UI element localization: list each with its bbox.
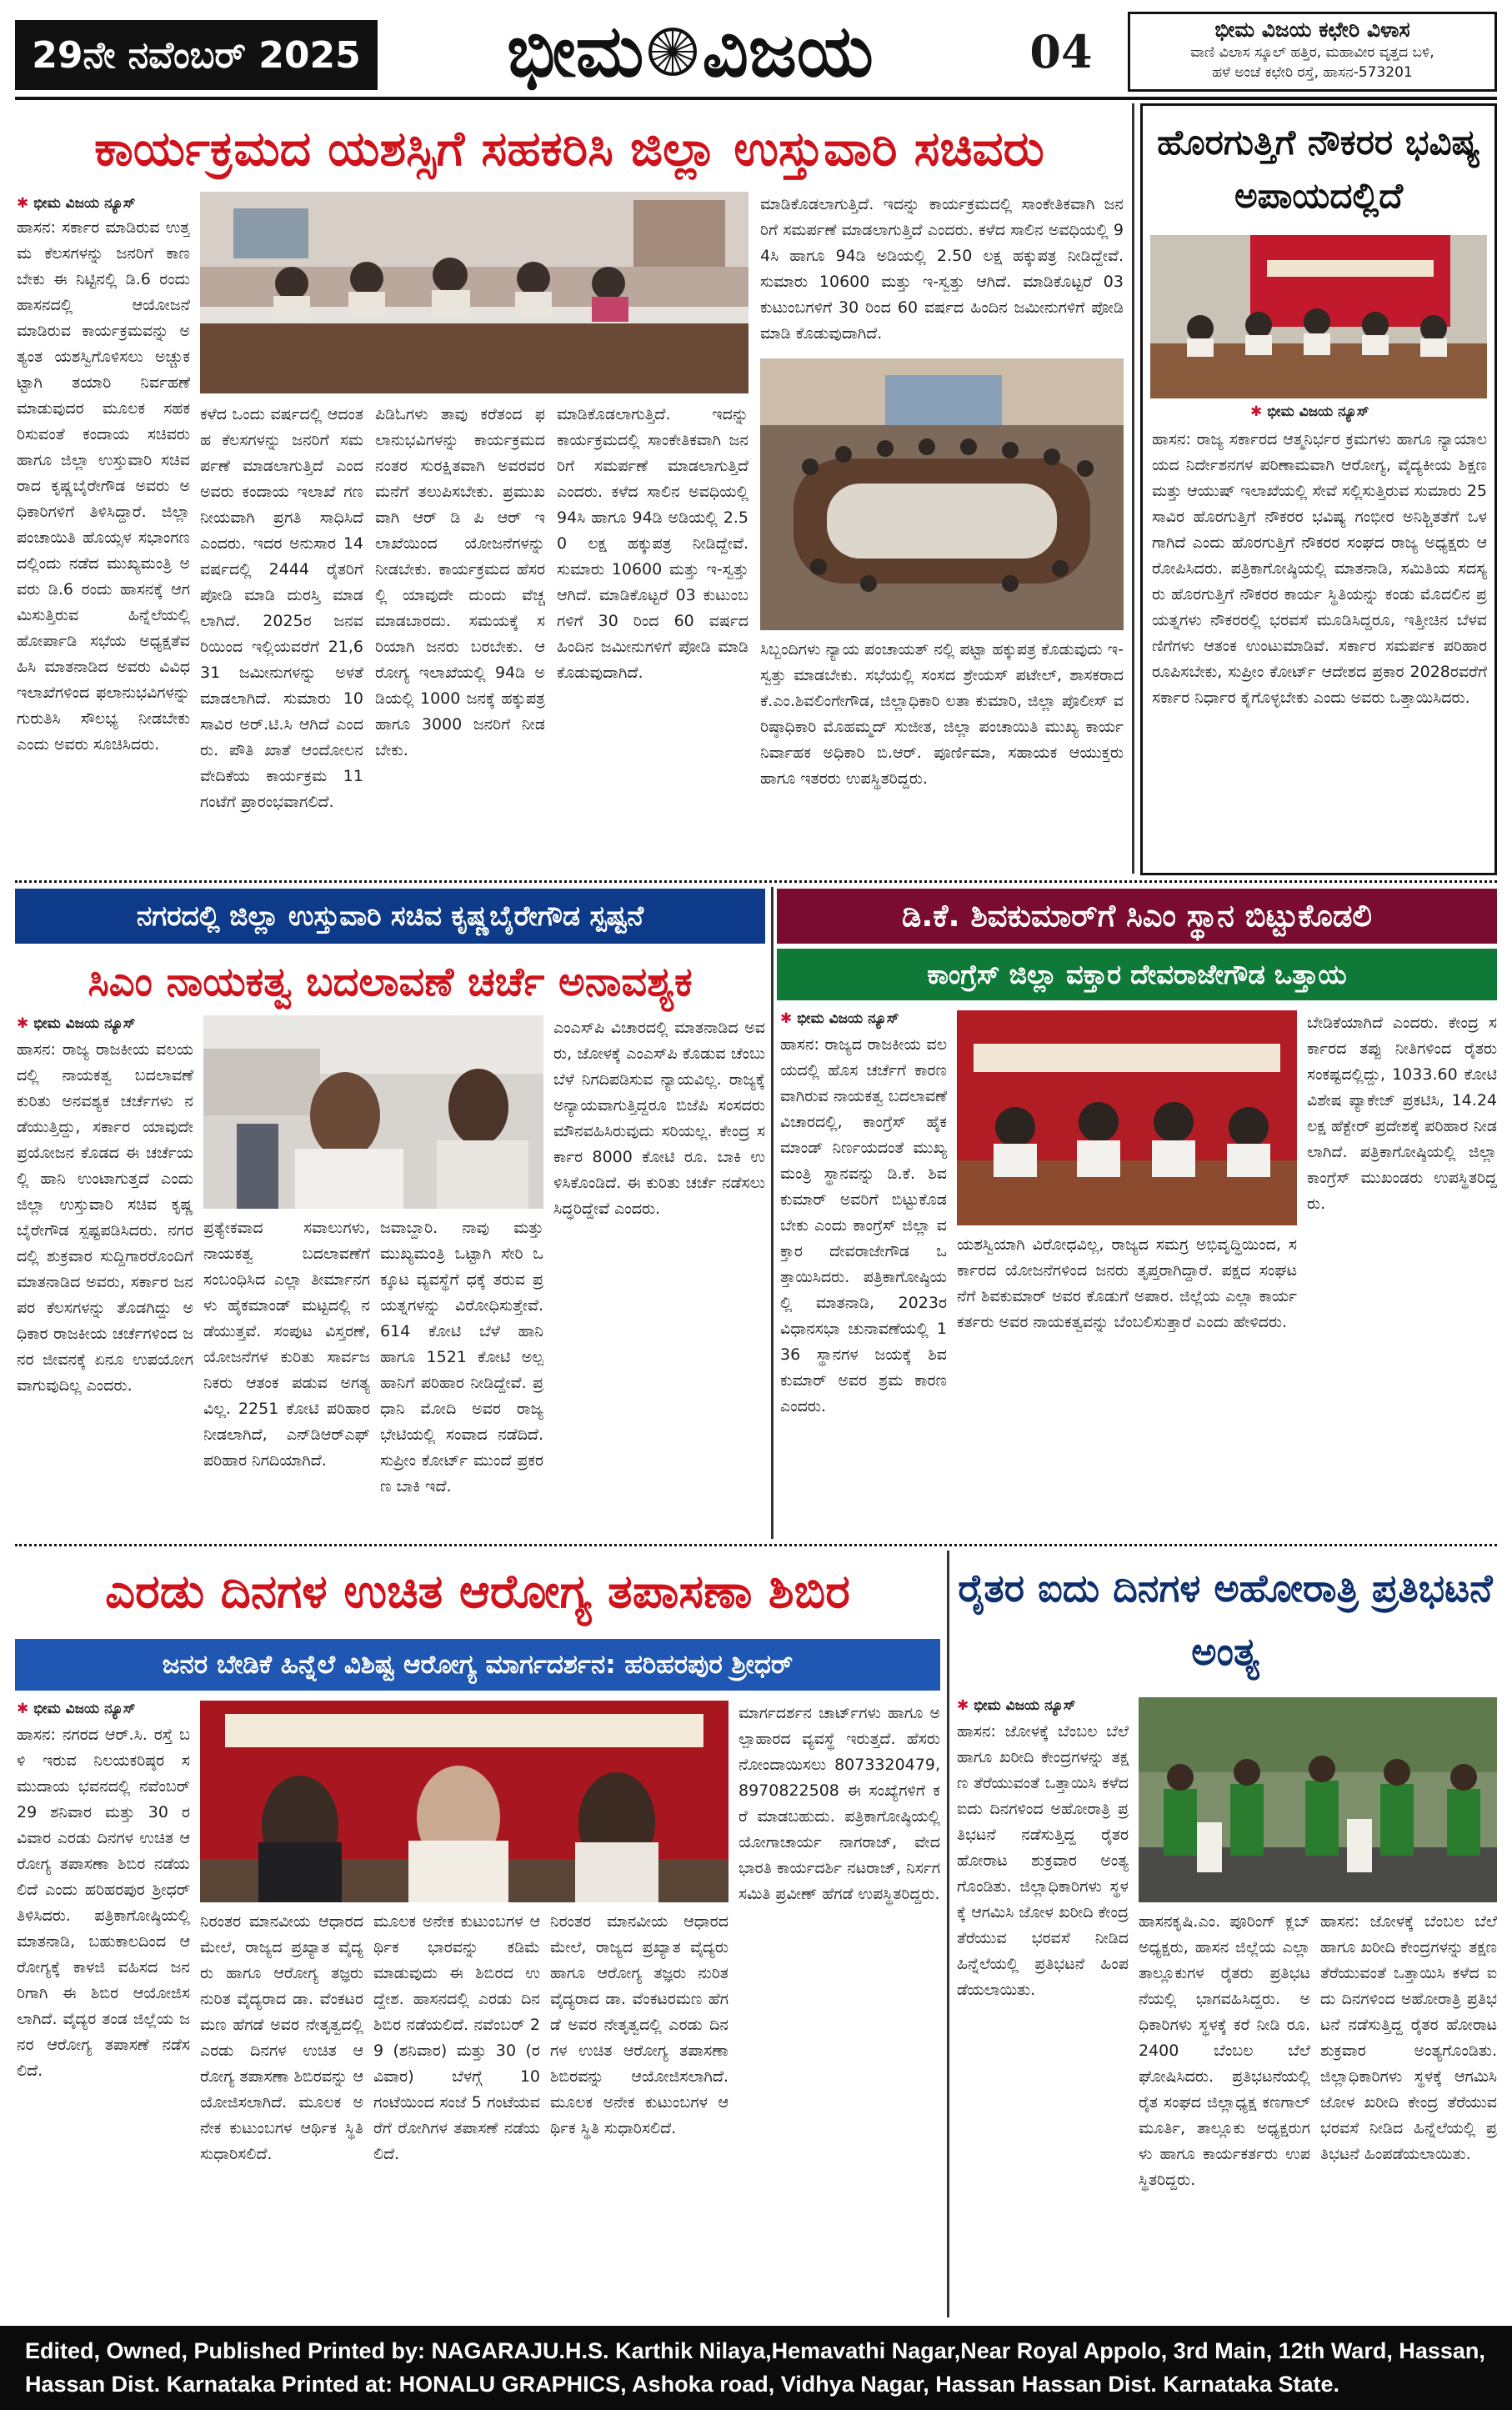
masthead (15, 8, 1497, 93)
masthead-rule (15, 97, 1497, 100)
article-1-photo-meeting (200, 192, 748, 393)
article-1-headline-wrap (15, 105, 1124, 192)
logo-text-right: ವಿಜಯ (702, 8, 874, 93)
article-4-col-1: ಹಾಸನ: ರಾಜ್ಯದ ರಾಜಕೀಯ ವಲಯದಲ್ಲಿ ಹೊಸ ಚರ್ಚೆಗೆ ಕಾರಣವಾಗಿರುವ ನಾಯಕತ್ವ ಬದಲಾವಣೆ ವಿಚಾರದಲ್ಲಿ, ಕಾಂಗ್ರೆಸ್ ಹೈಕಮಾಂಡ್ ನಿರ್ಣಯದಂತೆ ಮುಖ್ಯಮಂತ್ರಿ ಸ್ಥಾನವನ್ನು ಡಿ.ಕೆ. ಶಿವಕುಮಾರ್ ಅವರಿಗೆ ಬಿಟ್ಟುಕೊಡಬೇಕು ಎಂದು ಕಾಂಗ್ರೆಸ್ ಜಿಲ್ಲಾ ವಕ್ತಾರ ದೇವರಾಜೇಗೌಡ ಒತ್ತಾಯಿಸಿದರು. ಪತ್ರಿಕಾಗೋಷ್ಠಿಯಲ್ಲಿ ಮಾತನಾಡಿ, 2023ರ ವಿಧಾನಸಭಾ ಚುನಾವಣೆಯಲ್ಲಿ 136 ಸ್ಥಾನಗಳ ಜಯಕ್ಕೆ ಶಿವಕುಮಾರ್ ಅವರ ಶ್ರಮ ಕಾರಣ ಎಂದರು. (780, 1035, 947, 1415)
page-number: 04 (1029, 25, 1093, 78)
star-icon: ✱ (17, 1701, 29, 1717)
article-5-col-1: ಹಾಸನ: ನಗರದ ಆರ್.ಸಿ. ರಸ್ತೆ ಬಳಿ ಇರುವ ನಿಲಯಕರಿಷ್ಠರ ಸಮುದಾಯ ಭವನದಲ್ಲಿ ನವೆಂಬರ್ 29 ಶನಿವಾರ ಮತ್ತು 30 ರವಿವಾರ ಎರಡು ದಿನಗಳ ಉಚಿತ ಆರೋಗ್ಯ ತಪಾಸಣಾ ಶಿಬಿರ ನಡೆಯಲಿದೆ ಎಂದು ಹರಿಹರಪುರ ಶ್ರೀಧರ್ ತಿಳಿಸಿದರು. ಪತ್ರಿಕಾಗೋಷ್ಠಿಯಲ್ಲಿ ಮಾತನಾಡಿ, ಬಹುಕಾಲದಿಂದ ಆರೋಗ್ಯಕ್ಕೆ ಕಾಳಜಿ ವಹಿಸದ ಜನರಿಗಾಗಿ ಈ ಶಿಬಿರ ಆಯೋಜಿಸಲಾಗಿದೆ. ವೈದ್ಯರ ತಂಡ ಜಿಲ್ಲೆಯ ಜನರ ಆರೋಗ್ಯ ತಪಾಸಣೆ ನಡೆಸಲಿದೆ. (17, 1726, 190, 2080)
article-3-headline-band: ನಗರದಲ್ಲಿ ಜಿಲ್ಲಾ ಉಸ್ತುವಾರಿ ಸಚಿವ ಕೃಷ್ಣಬೈರೇಗೌಡ ಸ್ಪಷ್ಟನೆ (15, 889, 765, 944)
article-6-col-2: ಹಾಸನಕೃಷಿ.ಎಂ. ಪೂರಿಂಗ್ ಕ್ಲಬ್ ಅಧ್ಯಕ್ಷರು, ಹಾಸನ ಜಿಲ್ಲೆಯ ಎಲ್ಲಾ ತಾಲ್ಲೂಕುಗಳ ರೈತರು ಪ್ರತಿಭಟನೆಯಲ್ಲಿ ಭಾಗವಹಿಸಿದ್ದರು. ಅಧಿಕಾರಿಗಳು ಸ್ಥಳಕ್ಕೆ ಕರೆ ನೀಡಿ ರೂ.2400 ಬೆಂಬಲ ಬೆಲೆ ಘೋಷಿಸಿದರು. ಪ್ರತಿಭಟನೆಯಲ್ಲಿ ರೈತ ಸಂಘದ ಜಿಲ್ಲಾಧ್ಯಕ್ಷ ಕಣಗಾಲ್ ಮೂರ್ತಿ, ತಾಲ್ಲೂಕು ಅಧ್ಯಕ್ಷರುಗಳು ಹಾಗೂ ಕಾರ್ಯಕರ್ತರು ಉಪಸ್ಥಿತರಿದ್ದರು. (1139, 1912, 1310, 2189)
star-icon: ✱ (1250, 403, 1263, 420)
article-1-col-1: ಹಾಸನ: ಸರ್ಕಾರ ಮಾಡಿರುವ ಉತ್ತಮ ಕೆಲಸಗಳನ್ನು ಜನರಿಗೆ ಕಾಣಬೇಕು ಈ ನಿಟ್ಟಿನಲ್ಲಿ ಡಿ.6 ರಂದು ಹಾಸನದಲ್ಲಿ ಆಯೋಜನೆ ಮಾಡಿರುವ ಕಾರ್ಯಕ್ರಮವನ್ನು ಅತ್ಯಂತ ಯಶಸ್ವಿಗೊಳಿಸಲು ಅಚ್ಚುಕಟ್ಟಾಗಿ ತಯಾರಿ ನಿರ್ವಹಣೆ ಮಾಡುವುದರ ಮೂಲಕ ಸಹಕರಿಸುವಂತೆ ಕಂದಾಯ ಸಚಿವರು ಹಾಗೂ ಜಿಲ್ಲಾ ಉಸ್ತುವಾರಿ ಸಚಿವರಾದ ಕೃಷ್ಣಬೈರೇಗೌಡ ಅವರು ಅಧಿಕಾರಿಗಳಿಗೆ ತಿಳಿಸಿದ್ದಾರೆ. ಜಿಲ್ಲಾ ಪಂಚಾಯಿತಿ ಹೊಯ್ಸಳ ಸಭಾಂಗಣದಲ್ಲಿಂದು ನಡೆದ ಮುಖ್ಯಮಂತ್ರಿ ಅವರು ಡಿ.6 ರಂದು ಹಾಸನಕ್ಕೆ ಆಗಮಿಸುತ್ತಿರುವ ಹಿನ್ನೆಲೆಯಲ್ಲಿ ಹೋರ್ಪಾಡಿ ಸಭೆಯ ಅಧ್ಯಕ್ಷತೆವಹಿಸಿ ಮಾತನಾಡಿದ ಅವರು ವಿವಿಧ ಇಲಾಖೆಗಳಿಂದ ಫಲಾನುಭವಿಗಳನ್ನು ಗುರುತಿಸಿ ಸೌಲಭ್ಯ ನೀಡಬೇಕು ಎಂದು ಅವರು ಸೂಚಿಸಿದರು. (17, 218, 190, 754)
article-5-headline-band: ಜನರ ಬೇಡಿಕೆ ಹಿನ್ನೆಲೆ ವಿಶಿಷ್ಟ ಆರೋಗ್ಯ ಮಾರ್ಗದರ್ಶನ: ಹರಿಹರಪುರ ಶ್ರೀಧರ್ (15, 1639, 940, 1691)
article-1-col-4: ಮಾಡಿಕೊಡಲಾಗುತ್ತಿದೆ. ಇದನ್ನು ಕಾರ್ಯಕ್ರಮದಲ್ಲಿ ಸಾಂಕೇತಿಕವಾಗಿ ಜನರಿಗೆ ಸಮರ್ಪಣೆ ಮಾಡಲಾಗುತ್ತಿದೆ ಎಂದರು. ಕಳೆದ ಸಾಲಿನ ಅವಧಿಯಲ್ಲಿ 94ಸಿ ಹಾಗೂ 94ಡಿ ಅಡಿಯಲ್ಲಿ 2.50 ಲಕ್ಷ ಹಕ್ಕುಪತ್ರ ನೀಡಿದ್ದೇವೆ. ಸುಮಾರು 10600 ಮತ್ತು ಇ-ಸ್ವತ್ತು ಆಗಿದೆ. ಮಾಡಿಕೊಟ್ಟರೆ 03 ಕುಟುಂಬಗಳಿಗೆ 30 ರಿಂದ 60 ವರ್ಷದ ಹಿಂದಿನ ಜಮೀನುಗಳಿಗೆ ಪೋಡಿ ಮಾಡಿ ಕೊಡುವುದಾಗಿದೆ. (557, 405, 748, 682)
article-1-headline: ಕಾರ್ಯಕ್ರಮದ ಯಶಸ್ಸಿಗೆ ಸಹಕರಿಸಿ ಜಿಲ್ಲಾ ಉಸ್ತುವಾರಿ ಸಚಿವರು (94, 119, 1044, 177)
article-1-byline: ✱ ಭೀಮ ವಿಜಯ ನ್ಯೂಸ್ (17, 195, 136, 212)
column-divider (771, 887, 774, 1539)
article-4-col-3: ಬೇಡಿಕೆಯಾಗಿದೆ ಎಂದರು. ಕೇಂದ್ರ ಸರ್ಕಾರದ ತಪ್ಪು ನೀತಿಗಳಿಂದ ರೈತರು ಸಂಕಷ್ಟದಲ್ಲಿದ್ದು, 1033.60 ಕೋಟಿ ವಿಶೇಷ ಪ್ಯಾಕೇಜ್ ಪ್ರಕಟಿಸಿ, 14.24 ಲಕ್ಷ ಹೆಕ್ಟೇರ್ ಪ್ರದೇಶಕ್ಕೆ ಪರಿಹಾರ ನೀಡಲಾಗಿದೆ. ಪತ್ರಿಕಾಗೋಷ್ಠಿಯಲ್ಲಿ ಜಿಲ್ಲಾ ಕಾಂಗ್ರೆಸ್ ಮುಖಂಡರು ಉಪಸ್ಥಿತರಿದ್ದರು. (1307, 1014, 1497, 1213)
issue-date: 29ನೇ ನವೆಂಬರ್ 2025 (15, 20, 378, 90)
newspaper-logo (386, 8, 994, 93)
article-1-col-2: ಕಳೆದ ಒಂದು ವರ್ಷದಲ್ಲಿ ಆದಂತಹ ಕೆಲಸಗಳನ್ನು ಜನರಿಗೆ ಸಮರ್ಪಣೆ ಮಾಡಲಾಗುತ್ತಿದೆ ಎಂದ ಅವರು ಕಂದಾಯ ಇಲಾಖೆ ಗಣನೀಯವಾಗಿ ಪ್ರಗತಿ ಸಾಧಿಸಿದೆ ಎಂದರು. ಇದರ ಅನುಸಾರ 14 ವರ್ಷದಲ್ಲಿ 2444 ರೈತರಿಗೆ ಪೋಡಿ ಮಾಡಿ ದುರಸ್ತಿ ಮಾಡಲಾಗಿದೆ. 2025ರ ಜನವರಿಯಿಂದ ಇಲ್ಲಿಯವರೆಗೆ 21,631 ಜಮೀನುಗಳನ್ನು ಅಳತೆ ಮಾಡಲಾಗಿದೆ. ಸುಮಾರು 10 ಸಾವಿರ ಅರ್.ಟಿ.ಸಿ ಆಗಿದೆ ಎಂದರು. ಪೌತಿ ಖಾತೆ ಆಂದೋಲನ ವೇದಿಕೆಯ ಕಾರ್ಯಕ್ರಮ 11 ಗಂಟೆಗೆ ಪ್ರಾರಂಭವಾಗಲಿದೆ. (200, 405, 363, 811)
office-title: ಭೀಮ ವಿಜಯ ಕಛೇರಿ ವಿಳಾಸ (1214, 18, 1410, 42)
imprint-footer (0, 2326, 1512, 2410)
article-4-headline-band: ಡಿ.ಕೆ. ಶಿವಕುಮಾರ್‌ಗೆ ಸಿಎಂ ಸ್ಥಾನ ಬಿಟ್ಟುಕೊಡಲಿ (777, 889, 1497, 944)
article-2-body: ಹಾಸನ: ರಾಜ್ಯ ಸರ್ಕಾರದ ಆತ್ಮನಿರ್ಭರ ಕ್ರಮಗಳು ಹಾಗೂ ನ್ಯಾಯಾಲಯದ ನಿರ್ದೇಶನಗಳ ಪರಿಣಾಮವಾಗಿ ಆರೋಗ್ಯ, ವೈದ್ಯಕೀಯ ಶಿಕ್ಷಣ ಮತ್ತು ಆಯುಷ್ ಇಲಾಖೆಯಲ್ಲಿ ಸೇವೆ ಸಲ್ಲಿಸುತ್ತಿರುವ ಸುಮಾರು 25 ಸಾವಿರ ಹೊರಗುತ್ತಿಗೆ ನೌಕರರ ಭವಿಷ್ಯ ಗಂಭೀರ ಅನಿಶ್ಚಿತತೆಗೆ ಒಳಗಾಗಿದೆ ಎಂದು ಹೊರಗುತ್ತಿಗೆ ನೌಕರರ ಸಂಘದ ರಾಜ್ಯ ಅಧ್ಯಕ್ಷರು ಆರೋಪಿಸಿದರು. ಪತ್ರಿಕಾಗೋಷ್ಠಿಯಲ್ಲಿ ಮಾತನಾಡಿ, ಸಮಿತಿಯ ಸದಸ್ಯರು ಹೊರಗುತ್ತಿಗೆ ನೌಕರರ ಕಾರ್ಯ ಸ್ಥಿತಿಯನ್ನು ಕಂಡು ಮೊದಲಿನ ಪ್ರಯತ್ನಗಳು ನೌಕರರಲ್ಲಿ ಭರವಸೆ ಮೂಡಿಸಿದ್ದರೂ, ಇತ್ತೀಚಿನ ಬೆಳವಣಿಗೆಗಳು ಆತಂಕ ಉಂಟುಮಾಡಿವೆ. ಸರ್ಕಾರ ಸಮರ್ಪಕ ಪರಿಹಾರ ರೂಪಿಸಬೇಕು, ಸುಪ್ರೀಂ ಕೋರ್ಟ್ ಆದೇಶದ ಪ್ರಕಾರ 2028ರವರೆಗೆ ಸರ್ಕಾರ ನಿರ್ಧಾರ ಕೈಗೊಳ್ಳಬೇಕು ಎಂದು ಅವರು ಒತ್ತಾಯಿಸಿದರು. (1152, 430, 1487, 707)
article-4-subheadline: ಕಾಂಗ್ರೆಸ್ ಜಿಲ್ಲಾ ವಕ್ತಾರ ದೇವರಾಜೇಗೌಡ ಒತ್ತಾಯ (777, 949, 1497, 1000)
article-5-photo-pressmeet (200, 1701, 728, 1902)
ashoka-wheel-icon (647, 26, 698, 78)
section-divider (15, 1544, 1497, 1546)
office-address-line-2: ಹಳೆ ಅಂಚೆ ಕಛೇರಿ ರಸ್ತೆ, ಹಾಸನ-573201 (1212, 64, 1413, 81)
article-5-col-3b: ನಿರಂತರ ಮಾನವೀಯ ಆಧಾರದ ಮೇಲೆ, ರಾಜ್ಯದ ಪ್ರಖ್ಯಾತ ವೈದ್ಯರು ಹಾಗೂ ಆರೋಗ್ಯ ತಜ್ಞರು ನುರಿತ ವೈದ್ಯರಾದ ಡಾ. ವೆಂಕಟರಮಣ ಹೆಗಡೆ ಅವರ ನೇತೃತ್ವದಲ್ಲಿ ಎರಡು ದಿನಗಳ ಉಚಿತ ಆರೋಗ್ಯ ತಪಾಸಣಾ ಶಿಬಿರವನ್ನು ಆಯೋಜಿಸಲಾಗಿದೆ. ಮೂಲಕ ಅನೇಕ ಕುಟುಂಬಗಳ ಆರ್ಥಿಕ ಸ್ಥಿತಿ ಸುಧಾರಿಸಲಿದೆ. (550, 1912, 728, 2137)
imprint-line-2: Hassan Dist. Karnataka Printed at: HONALU GRAPHICS, Ashoka road, Vidhya Nagar, Hassan Hassan Dist. Karnataka State. (25, 2372, 1340, 2397)
star-icon: ✱ (17, 195, 29, 212)
office-address-box (1128, 12, 1497, 92)
article-6-photo-protest (1139, 1697, 1497, 1902)
article-2-headline-wrap (1147, 108, 1490, 230)
star-icon: ✱ (17, 1015, 29, 1032)
article-5-col-3: ಮೂಲಕ ಅನೇಕ ಕುಟುಂಬಗಳ ಆರ್ಥಿಕ ಭಾರವನ್ನು ಕಡಿಮೆ ಮಾಡುವುದು ಈ ಶಿಬಿರದ ಉದ್ದೇಶ. ಹಾಸನದಲ್ಲಿ ಎರಡು ದಿನ ಶಿಬಿರ ನಡೆಯಲಿದೆ. ನವೆಂಬರ್ 29 (ಶನಿವಾರ) ಮತ್ತು 30 (ರವಿವಾರ) ಬೆಳಗ್ಗೆ 10 ಗಂಟೆಯಿಂದ ಸಂಜೆ 5 ಗಂಟೆಯವರೆಗೆ ರೋಗಿಗಳ ತಪಾಸಣೆ ನಡೆಯಲಿದೆ. (373, 1912, 540, 2163)
article-3-col-3: ಜವಾಬ್ದಾರಿ. ನಾವು ಮತ್ತು ಮುಖ್ಯಮಂತ್ರಿ ಒಟ್ಟಾಗಿ ಸೇರಿ ಒಕ್ಕೂಟ ವ್ಯವಸ್ಥೆಗೆ ಧಕ್ಕೆ ತರುವ ಪ್ರಯತ್ನಗಳನ್ನು ವಿರೋಧಿಸುತ್ತೇವೆ. 614 ಕೋಟಿ ಬೆಳೆ ಹಾನಿ ಹಾಗೂ 1521 ಕೋಟಿ ಅಲ್ಪ ಹಾನಿಗೆ ಪರಿಹಾರ ನೀಡಿದ್ದೇವೆ. ಪ್ರಧಾನಿ ಮೋದಿ ಅವರ ರಾಜ್ಯ ಭೇಟಿಯಲ್ಲಿ ಸಂವಾದ ನಡೆದಿದೆ. ಸುಪ್ರೀಂ ಕೋರ್ಟ್ ಮುಂದೆ ಪ್ರಕರಣ ಬಾಕಿ ಇದೆ. (380, 1219, 543, 1496)
article-1-col-5: ಸಿಬ್ಬಂದಿಗಳು ನ್ಯಾಯ ಪಂಚಾಯತ್ ನಲ್ಲಿ ಪಟ್ಟಾ ಹಕ್ಕುಪತ್ರ ಕೊಡುವುದು ಇ-ಸ್ವತ್ತು ಮಾಡಬೇಕು. ಸಭೆಯಲ್ಲಿ ಸಂಸದ ಶ್ರೇಯಸ್ ಪಟೇಲ್, ಶಾಸಕರಾದ ಕೆ.ಎಂ.ಶಿವಲಿಂಗೇಗೌಡ, ಜಿಲ್ಲಾಧಿಕಾರಿ ಲತಾ ಕುಮಾರಿ, ಜಿಲ್ಲಾ ಪೊಲೀಸ್ ವರಿಷ್ಠಾಧಿಕಾರಿ ಮೊಹಮ್ಮದ್ ಸುಜೀತ, ಜಿಲ್ಲಾ ಪಂಚಾಯಿತಿ ಮುಖ್ಯ ಕಾರ್ಯನಿರ್ವಾಹಕ ಅಧಿಕಾರಿ ಬಿ.ಆರ್. ಪೂರ್ಣಿಮಾ, ಸಹಾಯಕ ಆಯುಕ್ತರು ಹಾಗೂ ಇತರರು ಉಪಸ್ಥಿತರಿದ್ದರು. (760, 640, 1124, 788)
article-5-headline-wrap (15, 1551, 940, 1634)
article-3-photo-minister (203, 1015, 543, 1209)
article-3-col-4: ಎಂಎಸ್‌ಪಿ ವಿಚಾರದಲ್ಲಿ ಮಾತನಾಡಿದ ಅವರು, ಜೋಳಕ್ಕೆ ಎಂಎಸ್‌ಪಿ ಕೊಡುವ ಚೆಂಬು ಬೆಳೆ ನಿಗದಿಪಡಿಸುವ ನ್ಯಾಯವಿಲ್ಲ. ರಾಜ್ಯಕ್ಕೆ ಅನ್ಯಾಯವಾಗುತ್ತಿದ್ದರೂ ಬಿಜೆಪಿ ಸಂಸದರು ಮೌನವಹಿಸಿರುವುದು ಸರಿಯಲ್ಲ. ಕೇಂದ್ರ ಸರ್ಕಾರ 8000 ಕೋಟಿ ರೂ. ಬಾಕಿ ಉಳಿಸಿಕೊಂಡಿದೆ. ಈ ಕುರಿತು ಚರ್ಚೆ ನಡೆಸಲು ಸಿದ್ಧರಿದ್ದೇವೆ ಎಂದರು. (553, 1019, 765, 1218)
article-6-headline-wrap (954, 1552, 1497, 1687)
article-1-col-4b: ಮಾಡಿಕೊಡಲಾಗುತ್ತಿದೆ. ಇದನ್ನು ಕಾರ್ಯಕ್ರಮದಲ್ಲಿ ಸಾಂಕೇತಿಕವಾಗಿ ಜನರಿಗೆ ಸಮರ್ಪಣೆ ಮಾಡಲಾಗುತ್ತಿದೆ ಎಂದರು. ಕಳೆದ ಸಾಲಿನ ಅವಧಿಯಲ್ಲಿ 94ಸಿ ಹಾಗೂ 94ಡಿ ಅಡಿಯಲ್ಲಿ 2.50 ಲಕ್ಷ ಹಕ್ಕುಪತ್ರ ನೀಡಿದ್ದೇವೆ. ಸುಮಾರು 10600 ಮತ್ತು ಇ-ಸ್ವತ್ತು ಆಗಿದೆ. ಮಾಡಿಕೊಟ್ಟರೆ 03 ಕುಟುಂಬಗಳಿಗೆ 30 ರಿಂದ 60 ವರ್ಷದ ಹಿಂದಿನ ಜಮೀನುಗಳಿಗೆ ಪೋಡಿ ಮಾಡಿ ಕೊಡುವುದಾಗಿದೆ. (760, 195, 1124, 343)
article-3-headline: ಸಿಎಂ ನಾಯಕತ್ವ ಬದಲಾವಣೆ ಚರ್ಚೆ ಅನಾವಶ್ಯಕ (88, 958, 693, 1005)
article-2-photo (1150, 235, 1487, 398)
star-icon: ✱ (957, 1697, 969, 1714)
article-4-byline: ✱ ಭೀಮ ವಿಜಯ ನ್ಯೂಸ್ (780, 1010, 899, 1027)
article-5-headline: ಎರಡು ದಿನಗಳ ಉಚಿತ ಆರೋಗ್ಯ ತಪಾಸಣಾ ಶಿಬಿರ (105, 1565, 850, 1619)
article-6-col-3: ಹಾಸನ: ಜೋಳಕ್ಕೆ ಬೆಂಬಲ ಬೆಲೆ ಹಾಗೂ ಖರೀದಿ ಕೇಂದ್ರಗಳನ್ನು ತಕ್ಷಣ ತೆರೆಯುವಂತೆ ಒತ್ತಾಯಿಸಿ ಕಳೆದ ಐದು ದಿನಗಳಿಂದ ಅಹೋರಾತ್ರಿ ಪ್ರತಿಭಟನೆ ನಡೆಸುತ್ತಿದ್ದ ರೈತರ ಹೋರಾಟ ಶುಕ್ರವಾರ ಅಂತ್ಯಗೊಂಡಿತು. ಜಿಲ್ಲಾಧಿಕಾರಿಗಳು ಸ್ಥಳಕ್ಕೆ ಆಗಮಿಸಿ ಜೋಳ ಖರೀದಿ ಕೇಂದ್ರ ತೆರೆಯುವ ಭರವಸೆ ನೀಡಿದ ಹಿನ್ನೆಲೆಯಲ್ಲಿ ಪ್ರತಿಭಟನೆ ಹಿಂಪಡೆಯಲಾಯಿತು. (1320, 1912, 1497, 2163)
article-2-byline: ✱ ಭೀಮ ವಿಜಯ ನ್ಯೂಸ್ (1250, 403, 1369, 420)
article-1-photo-hall (760, 358, 1124, 630)
article-6-headline: ರೈತರ ಐದು ದಿನಗಳ ಅಹೋರಾತ್ರಿ ಪ್ರತಿಭಟನೆ ಅಂತ್ಯ (958, 1566, 1493, 1674)
article-5-byline: ✱ ಭೀಮ ವಿಜಯ ನ್ಯೂಸ್ (17, 1701, 136, 1717)
star-icon: ✱ (780, 1010, 793, 1027)
article-1-col-3: ಪಿಡಿಓಗಳು ತಾವು ಕರೆತಂದ ಫಲಾನುಭವಿಗಳನ್ನು ಕಾರ್ಯಕ್ರಮದ ನಂತರ ಸುರಕ್ಷಿತವಾಗಿ ಅವರವರ ಮನೆಗೆ ತಲುಪಿಸಬೇಕು. ಪ್ರಮುಖವಾಗಿ ಆರ್ ಡಿ ಪಿ ಆರ್ ಇಲಾಖೆಯಿಂದ ಯೋಜನೆಗಳನ್ನು ನೀಡಬೇಕು. ಕಾರ್ಯಕ್ರಮದ ಹೆಸರಲ್ಲಿ ಯಾವುದೇ ದುಂದು ವೆಚ್ಚ ಮಾಡಬಾರದು. ಸಮಯಕ್ಕೆ ಸರಿಯಾಗಿ ಜನರು ಬರಬೇಕು. ಆರೋಗ್ಯ ಇಲಾಖೆಯಲ್ಲಿ 94ಡಿ ಅಡಿಯಲ್ಲಿ 1000 ಜನಕ್ಕೆ ಹಕ್ಕುಪತ್ರ ಹಾಗೂ 3000 ಜನರಿಗೆ ನೀಡಬೇಕು. (375, 405, 545, 759)
article-5-col-2: ನಿರಂತರ ಮಾನವೀಯ ಆಧಾರದ ಮೇಲೆ, ರಾಜ್ಯದ ಪ್ರಖ್ಯಾತ ವೈದ್ಯರು ಹಾಗೂ ಆರೋಗ್ಯ ತಜ್ಞರು ನುರಿತ ವೈದ್ಯರಾದ ಡಾ. ವೆಂಕಟರಮಣ ಹೆಗಡೆ ಅವರ ನೇತೃತ್ವದಲ್ಲಿ ಎರಡು ದಿನಗಳ ಉಚಿತ ಆರೋಗ್ಯ ತಪಾಸಣಾ ಶಿಬಿರವನ್ನು ಆಯೋಜಿಸಲಾಗಿದೆ. ಮೂಲಕ ಅನೇಕ ಕುಟುಂಬಗಳ ಆರ್ಥಿಕ ಸ್ಥಿತಿ ಸುಧಾರಿಸಲಿದೆ. (200, 1912, 363, 2163)
column-divider (1132, 103, 1134, 874)
article-6-col-1: ಹಾಸನ: ಜೋಳಕ್ಕೆ ಬೆಂಬಲ ಬೆಲೆ ಹಾಗೂ ಖರೀದಿ ಕೇಂದ್ರಗಳನ್ನು ತಕ್ಷಣ ತೆರೆಯುವಂತೆ ಒತ್ತಾಯಿಸಿ ಕಳೆದ ಐದು ದಿನಗಳಿಂದ ಅಹೋರಾತ್ರಿ ಪ್ರತಿಭಟನೆ ನಡೆಸುತ್ತಿದ್ದ ರೈತರ ಹೋರಾಟ ಶುಕ್ರವಾರ ಅಂತ್ಯಗೊಂಡಿತು. ಜಿಲ್ಲಾಧಿಕಾರಿಗಳು ಸ್ಥಳಕ್ಕೆ ಆಗಮಿಸಿ ಜೋಳ ಖರೀದಿ ಕೇಂದ್ರ ತೆರೆಯುವ ಭರವಸೆ ನೀಡಿದ ಹಿನ್ನೆಲೆಯಲ್ಲಿ ಪ್ರತಿಭಟನೆ ಹಿಂಪಡೆಯಲಾಯಿತು. (957, 1722, 1129, 1999)
column-divider (947, 1551, 949, 2317)
article-3-headline-wrap (15, 949, 765, 1015)
section-divider (15, 880, 1497, 883)
article-6-byline: ✱ ಭೀಮ ವಿಜಯ ನ್ಯೂಸ್ (957, 1697, 1076, 1714)
article-4-photo-pressmeet (957, 1010, 1297, 1225)
logo-text-left: ಭೀಮ (507, 8, 644, 93)
article-4-col-2: ಯಶಸ್ವಿಯಾಗಿ ವಿರೋಧವಿಲ್ಲ, ರಾಜ್ಯದ ಸಮಗ್ರ ಅಭಿವೃದ್ಧಿಯಿಂದ, ಸರ್ಕಾರದ ಯೋಜನೆಗಳಿಂದ ಜನರು ತೃಪ್ತರಾಗಿದ್ದಾರೆ. ಪಕ್ಷದ ಸಂಘಟನೆಗೆ ಶಿವಕುಮಾರ್ ಅವರ ಕೊಡುಗೆ ಅಪಾರ. ಜಿಲ್ಲೆಯ ಎಲ್ಲಾ ಕಾರ್ಯಕರ್ತರು ಅವರ ನಾಯಕತ್ವವನ್ನು ಬೆಂಬಲಿಸುತ್ತಾರೆ ಎಂದು ಹೇಳಿದರು. (957, 1235, 1297, 1331)
article-5-col-4: ಮಾರ್ಗದರ್ಶನ ಚಾರ್ಟ್‌ಗಳು ಹಾಗೂ ಅಲ್ಪಾಹಾರದ ವ್ಯವಸ್ಥೆ ಇರುತ್ತದೆ. ಹೆಸರು ನೋಂದಾಯಿಸಲು 8073320479, 8970822508 ಈ ಸಂಖ್ಯೆಗಳಿಗೆ ಕರೆ ಮಾಡಬಹುದು. ಪತ್ರಿಕಾಗೋಷ್ಠಿಯಲ್ಲಿ ಯೋಗಾಚಾರ್ಯ ನಾಗರಾಜ್, ವೇದ ಭಾರತಿ ಕಾರ್ಯದರ್ಶಿ ನಟರಾಜ್, ನಿರ್ಸಗ ಸಮಿತಿ ಪ್ರವೀಣ್ ಹೆಗಡೆ ಉಪಸ್ಥಿತರಿದ್ದರು. (738, 1704, 940, 1903)
office-address-line-1: ವಾಣಿ ವಿಲಾಸ ಸ್ಕೂಲ್ ಹತ್ತಿರ, ಮಹಾವೀರ ವೃತ್ತದ ಬಳಿ, (1190, 44, 1434, 61)
article-2-headline: ಹೊರಗುತ್ತಿಗೆ ನೌಕರರ ಭವಿಷ್ಯ ಅಪಾಯದಲ್ಲಿದೆ (1157, 122, 1480, 216)
article-3-col-2: ಪ್ರತ್ಯೇಕವಾದ ಸವಾಲುಗಳು, ನಾಯಕತ್ವ ಬದಲಾವಣೆಗೆ ಸಂಬಂಧಿಸಿದ ಎಲ್ಲಾ ತೀರ್ಮಾನಗಳು ಹೈಕಮಾಂಡ್ ಮಟ್ಟದಲ್ಲಿ ನಡೆಯುತ್ತವೆ. ಸಂಪುಟ ವಿಸ್ತರಣೆ, ಯೋಜನೆಗಳ ಕುರಿತು ಸಾರ್ವಜನಿಕರು ಆತಂಕ ಪಡುವ ಅಗತ್ಯವಿಲ್ಲ. 2251 ಕೋಟಿ ಪರಿಹಾರ ನೀಡಲಾಗಿದೆ, ಎನ್‌ಡಿಆರ್‌ಎಫ್ ಪರಿಹಾರ ನಿಗದಿಯಾಗಿದೆ. (203, 1219, 370, 1470)
article-3-col-1: ಹಾಸನ: ರಾಜ್ಯ ರಾಜಕೀಯ ವಲಯದಲ್ಲಿ ನಾಯಕತ್ವ ಬದಲಾವಣೆ ಕುರಿತು ಅನವಶ್ಯಕ ಚರ್ಚೆಗಳು ನಡೆಯುತ್ತಿದ್ದು, ಸರ್ಕಾರ ಯಾವುದೇ ಪ್ರಯೋಜನ ಕೊಡದ ಈ ಚರ್ಚೆಯಲ್ಲಿ ಹಾನಿ ಉಂಟಾಗುತ್ತದೆ ಎಂದು ಜಿಲ್ಲಾ ಉಸ್ತುವಾರಿ ಸಚಿವ ಕೃಷ್ಣಬೈರೇಗೌಡ ಸ್ಪಷ್ಟಪಡಿಸಿದರು. ನಗರದಲ್ಲಿ ಶುಕ್ರವಾರ ಸುದ್ದಿಗಾರರೊಂದಿಗೆ ಮಾತನಾಡಿದ ಅವರು, ಸರ್ಕಾರ ಜನಪರ ಕೆಲಸಗಳನ್ನು ತೊಡಗಿದ್ದು ಅಧಿಕಾರ ರಾಜಕೀಯ ಚರ್ಚೆಗಳಿಂದ ಜನರ ಜೀವನಕ್ಕೆ ಏನೂ ಉಪಯೋಗವಾಗುವುದಿಲ್ಲ ಎಂದರು. (17, 1040, 193, 1395)
imprint-line-1: Edited, Owned, Published Printed by: NAGARAJU.H.S. Karthik Nilaya,Hemavathi Nagar,Near Royal Appolo, 3rd Main, 12th Ward, Hassan, (25, 2338, 1485, 2363)
article-3-byline: ✱ ಭೀಮ ವಿಜಯ ನ್ಯೂಸ್ (17, 1015, 136, 1032)
